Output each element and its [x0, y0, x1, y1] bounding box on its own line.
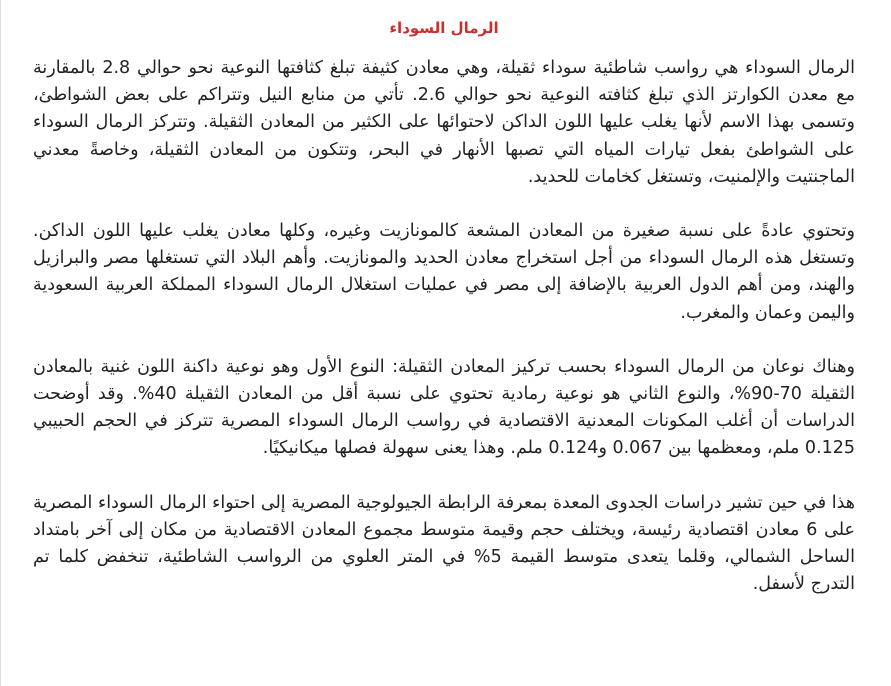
- article-title: الرمال السوداء: [389, 19, 499, 37]
- article: [1, 0, 891, 598]
- paragraph-3: وهناك نوعان من الرمال السوداء بحسب تركيز المعادن الثقيلة: النوع الأول وهو نوعية داكنة اللون غنية بالمعادن الثقيلة 70-90%، والنوع الثاني هو نوعية رمادية تحتوي على نسبة أقل من المعادن الثقيلة 40%. وقد أوضحت الدراسات أن أغلب المكونات المعدنية الاقتصادية في رواسب الرمال السوداء المصرية تتركز في الحجم الحبيبي 0.125 ملم، ومعظمها بين 0.067 و0.124 ملم. وهذا يعنى سهولة فصلها ميكانيكيًا.: [33, 356, 855, 459]
- paragraph-4: هذا في حين تشير دراسات الجدوى المعدة بمعرفة الرابطة الجيولوجية المصرية إلى احتواء الرمال السوداء المصرية على 6 معادن اقتصادية رئيسة، ويختلف حجم وقيمة متوسط مجموع المعادن الاقتصادية من مكان إلى آخر بامتداد الساحل الشمالي، وقلما يتعدى متوسط القيمة 5% في المتر العلوي من الرواسب الشاطئية، تنخفض كلما تم التدرج لأسفل.: [33, 492, 855, 595]
- paragraph-1: الرمال السوداء هي رواسب شاطئية سوداء ثقيلة، وهي معادن كثيفة تبلغ كثافتها النوعية نحو حوالي 2.8 بالمقارنة مع معدن الكوارتز الذي تبلغ كثافته النوعية نحو حوالي 2.6. تأتي من منابع النيل وتتراكم على بعض الشواطئ، وتسمى بهذا الاسم لأنها يغلب عليها اللون الداكن لاحتوائها على الكثير من المعادن الثقيلة. وتتركز الرمال السوداء على الشواطئ بفعل تيارات المياه التي تصبها الأنهار في البحر، وتتكون من المعادن الثقيلة، وخاصةً معدني الماجنتيت والإلمنيت، وتستغل كخامات للحديد.: [33, 58, 855, 187]
- paragraph-2: وتحتوي عادةً على نسبة صغيرة من المعادن المشعة كالمونازيت وغيره، وكلها معادن يغلب عليها اللون الداكن. وتستغل هذه الرمال السوداء من أجل استخراج معادن الحديد والمونازيت. وأهم البلاد التي تستغلها مصر والبرازيل والهند، ومن أهم الدول العربية بالإضافة إلى مصر في عمليات استغلال الرمال السوداء المملكة العربية السعودية واليمن وعمان والمغرب.: [33, 221, 855, 323]
